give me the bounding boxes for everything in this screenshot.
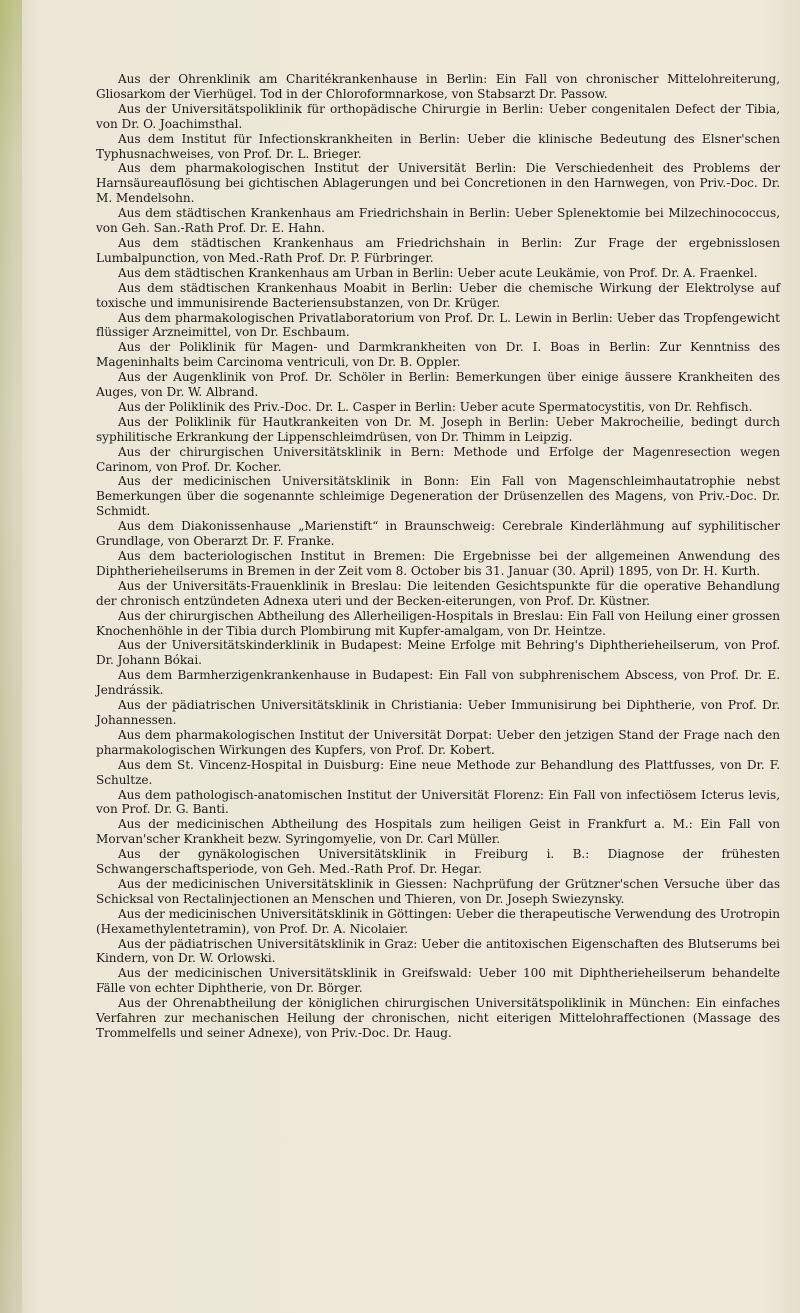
list-item: Aus dem städtischen Krankenhaus am Friedrichshain in Berlin: Ueber Splenektomie bei Milzechinococcus, von Geh. San.-Rath Prof. Dr. E. Hahn. <box>96 206 780 236</box>
list-item: Aus dem städtischen Krankenhaus Moabit in Berlin: Ueber die chemische Wirkung der Elektrolyse auf toxische und immunisirende Bacteriensubstanzen, von Dr. Krüger. <box>96 280 780 310</box>
list-item: Aus der pädiatrischen Universitätsklinik in Graz: Ueber die antitoxischen Eigenschaften des Blutserums bei Kindern, von Dr. W. Orlowski. <box>96 936 780 966</box>
list-item: Aus dem pathologisch-anatomischen Institut der Universität Florenz: Ein Fall von infectiösem Icterus levis, von Prof. Dr. G. Banti. <box>96 787 780 817</box>
list-item: Aus der medicinischen Abtheilung des Hospitals zum heiligen Geist in Frankfurt a. M.: Ein Fall von Morvan'scher Krankheit bezw. Syringomyelie, von Dr. Carl Müller. <box>96 817 780 847</box>
list-item: Aus dem St. Vincenz-Hospital in Duisburg: Eine neue Methode zur Behandlung des Plattfusses, von Dr. F. Schultze. <box>96 757 780 787</box>
list-item: Aus dem pharmakologischen Institut der Universität Dorpat: Ueber den jetzigen Stand der Frage nach den pharmakologischen Wirkungen des Kupfers, von Prof. Dr. Kobert. <box>96 727 780 757</box>
page-edge-stain <box>0 0 22 1313</box>
list-item: Aus der medicinischen Universitätsklinik in Bonn: Ein Fall von Magenschleimhautatrophie nebst Bemerkungen über die sogenannte schleimige Degeneration der Drüsenzellen des Magens, von Priv.-Doc. Dr. Schmidt. <box>96 474 780 519</box>
list-item: Aus dem Institut für Infectionskrankheiten in Berlin: Ueber die klinische Bedeutung des Elsner'schen Typhusnachweises, von Prof. Dr. L. Brieger. <box>96 131 780 161</box>
list-item: Aus der Ohrenabtheilung der königlichen chirurgischen Universitätspoliklinik in München: Ein einfaches Verfahren zur mechanischen Heilung der chronischen, nicht eiterigen Mittelohraffectionen (Massage des Trommelfells und seiner Adnexe), von Priv.-Doc. Dr. Haug. <box>96 996 780 1040</box>
list-item: Aus der Augenklinik von Prof. Dr. Schöler in Berlin: Bemerkungen über einige äussere Krankheiten des Auges, von Dr. W. Albrand. <box>96 370 780 400</box>
list-item: Aus der Poliklinik für Magen- und Darmkrankheiten von Dr. I. Boas in Berlin: Zur Kenntniss des Mageninhalts beim Carcinoma ventriculi, von Dr. B. Oppler. <box>96 340 780 370</box>
list-item: Aus dem städtischen Krankenhaus am Urban in Berlin: Ueber acute Leukämie, von Prof. Dr. A. Fraenkel. <box>118 265 758 280</box>
list-item: Aus dem städtischen Krankenhaus am Friedrichshain in Berlin: Zur Frage der ergebnisslosen Lumbalpunction, von Med.-Rath Prof. Dr. P. Fürbringer. <box>96 235 780 265</box>
list-item: Aus der Universitätspoliklinik für orthopädische Chirurgie in Berlin: Ueber congenitalen Defect der Tibia, von Dr. O. Joachimsthal. <box>96 101 780 131</box>
list-item: Aus der Universitäts-Frauenklinik in Breslau: Die leitenden Gesichtspunkte für die operative Behandlung der chronisch entzündeten Adnexa uteri und der Becken-eiterungen, von Prof. Dr. Küstner. <box>96 578 780 608</box>
list-item: Aus dem Barmherzigenkrankenhause in Budapest: Ein Fall von subphrenischem Abscess, von Prof. Dr. E. Jendrássik. <box>96 668 780 698</box>
list-item: Aus der medicinischen Universitätsklinik in Göttingen: Ueber die therapeutische Verwendung des Urotropin (Hexamethylentetramin), von Prof. Dr. A. Nicolaier. <box>96 906 780 936</box>
list-item: Aus dem Diakonissenhause „Marienstift“ in Braunschweig: Cerebrale Kinderlähmung auf syphilitischer Grundlage, von Oberarzt Dr. F. Franke. <box>96 519 780 549</box>
list-item: Aus dem pharmakologischen Institut der Universität Berlin: Die Verschiedenheit des Problems der Harnsäureauflösung bei gichtischen Ablagerungen und bei Concretionen in den Harnwegen, von Priv.-Doc. Dr. M. Mendelsohn. <box>96 161 780 206</box>
list-item: Aus der chirurgischen Abtheilung des Allerheiligen-Hospitals in Breslau: Ein Fall von Heilung einer grossen Knochenhöhle in der Tibia durch Plombirung mit Kupfer-amalgam, von Dr. Heintze. <box>96 608 780 638</box>
list-item: Aus der medicinischen Universitätsklinik in Giessen: Nachprüfung der Grützner'schen Versuche über das Schicksal von Rectalinjectionen an Menschen und Thieren, von Dr. Joseph Swiezynsky. <box>96 876 780 906</box>
list-item: Aus dem pharmakologischen Privatlaboratorium von Prof. Dr. L. Lewin in Berlin: Ueber das Tropfengewicht flüssiger Arzneimittel, von Dr. Eschbaum. <box>96 310 780 340</box>
list-item: Aus der pädiatrischen Universitätsklinik in Christiania: Ueber Immunisirung bei Diphtherie, von Prof. Dr. Johannessen. <box>96 698 780 727</box>
list-item: Aus der medicinischen Universitätsklinik in Greifswald: Ueber 100 mit Diphtherieheilserum behandelte Fälle von echter Diphtherie, von Dr. Börger. <box>96 966 780 996</box>
list-item: Aus der gynäkologischen Universitätsklinik in Freiburg i. B.: Diagnose der frühesten Schwangerschaftsperiode, von Geh. Med.-Rath Prof. Dr. Hegar. <box>96 847 780 877</box>
list-item: Aus der Poliklinik für Hautkrankeiten von Dr. M. Joseph in Berlin: Ueber Makrocheilie, bedingt durch syphilitische Erkrankung der Lippenschleimdrüsen, von Dr. Thimm in Leipzig. <box>96 414 780 444</box>
list-item: Aus der chirurgischen Universitätsklinik in Bern: Methode und Erfolge der Magenresection wegen Carinom, von Prof. Dr. Kocher. <box>96 444 780 474</box>
list-item: Aus der Poliklinik des Priv.-Doc. Dr. L. Casper in Berlin: Ueber acute Spermatocystitis, von Dr. Rehfisch. <box>118 399 753 414</box>
list-item: Aus der Universitätskinderklinik in Budapest: Meine Erfolge mit Behring's Diphtherieheilserum, von Prof. Dr. Johann Bókai. <box>96 638 780 668</box>
table-of-contents <box>96 72 780 1041</box>
list-item: Aus dem bacteriologischen Institut in Bremen: Die Ergebnisse bei der allgemeinen Anwendung des Diphtherieheilserums in Bremen in der Zeit vom 8. October bis 31. Januar (30. April) 1895, von Dr. H. Kurth. <box>96 549 780 578</box>
list-item: Aus der Ohrenklinik am Charitékrankenhause in Berlin: Ein Fall von chronischer Mittelohreiterung, Gliosarkom der Vierhügel. Tod in der Chloroformnarkose, von Stabsarzt Dr. Passow. <box>96 72 780 101</box>
